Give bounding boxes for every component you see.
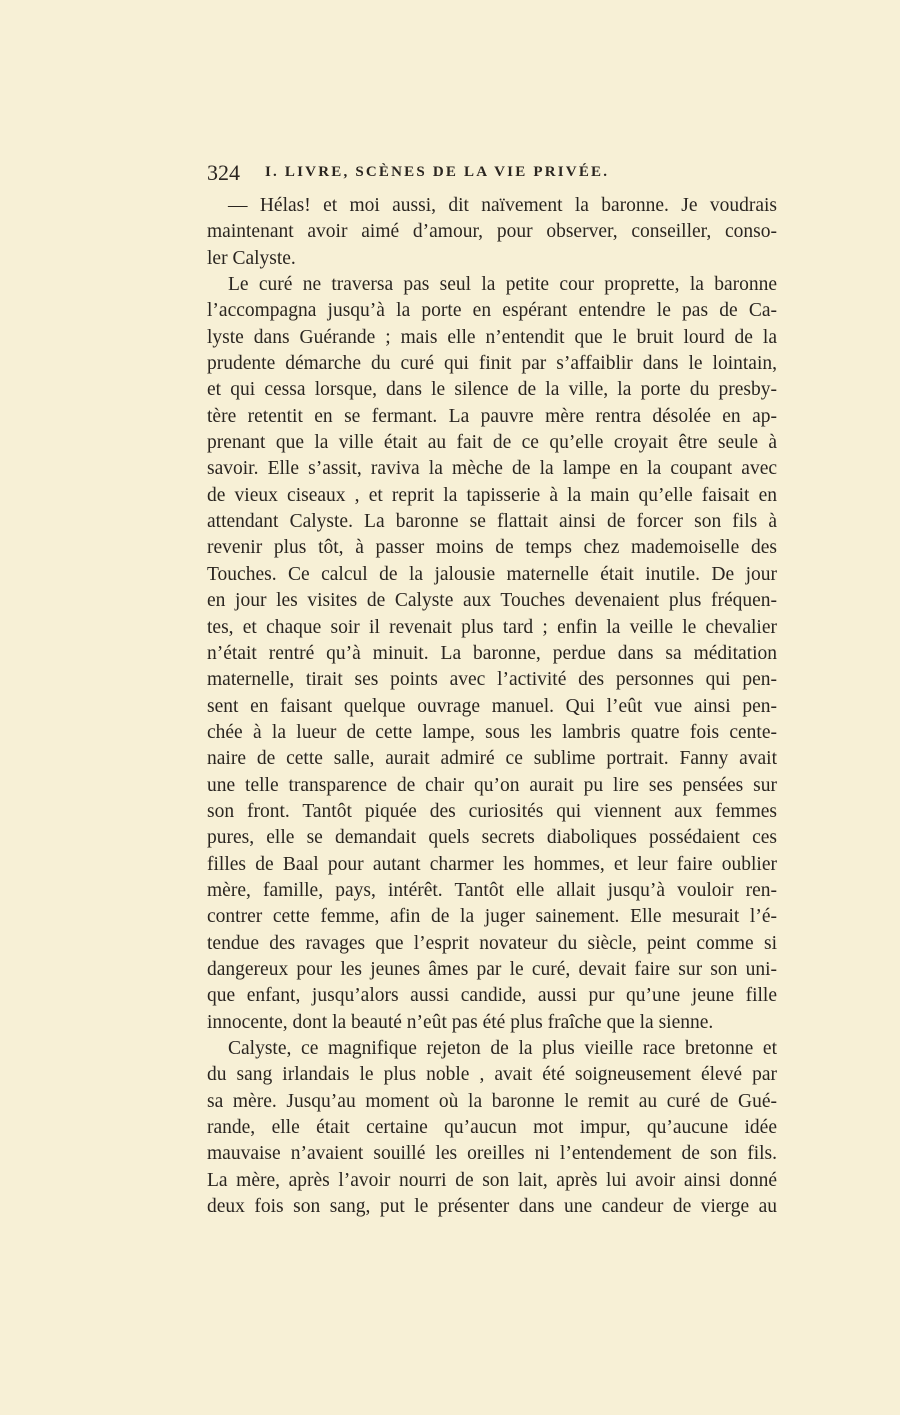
text-line: n’était rentré qu’à minuit. La baronne, perdue dans sa méditation: [207, 642, 777, 664]
text-line: filles de Baal pour autant charmer les hommes, et leur faire oublier: [207, 853, 777, 875]
text-line: — Hélas! et moi aussi, dit naïvement la baronne. Je voudrais: [228, 195, 777, 216]
text-line: rande, elle était certaine qu’aucun mot impur, qu’aucune idée: [207, 1117, 777, 1139]
text-line: prudente démarche du curé qui finit par s’affaiblir dans le lointain,: [207, 353, 777, 375]
running-title: I. LIVRE, SCÈNES DE LA VIE PRIVÉE.: [265, 164, 610, 180]
text-line: en jour les visites de Calyste aux Touches devenaient plus fréquen-: [207, 590, 777, 612]
text-line: La mère, après l’avoir nourri de son lait, après lui avoir ainsi donné: [207, 1169, 777, 1191]
running-header: [207, 160, 777, 190]
text-line: une telle transparence de chair qu’on aurait pu lire ses pensées sur: [207, 774, 777, 796]
text-line: tendue des ravages que l’esprit novateur du siècle, peint comme si: [207, 932, 777, 954]
text-line: lyste dans Guérande ; mais elle n’entendit que le bruit lourd de la: [207, 326, 777, 348]
page-body-text: [207, 193, 777, 1220]
text-line: et qui cessa lorsque, dans le silence de la ville, la porte du presby-: [207, 379, 777, 401]
text-line: Touches. Ce calcul de la jalousie maternelle était inutile. De jour: [207, 563, 777, 585]
text-line: attendant Calyste. La baronne se flattait ainsi de forcer son fils à: [207, 511, 777, 533]
text-line: deux fois son sang, put le présenter dans une candeur de vierge au: [207, 1196, 777, 1218]
text-line: sa mère. Jusqu’au moment où la baronne le remit au curé de Gué-: [207, 1090, 777, 1112]
text-line: de vieux ciseaux , et reprit la tapisserie à la main qu’elle faisait en: [207, 484, 777, 506]
text-line: naire de cette salle, aurait admiré ce sublime portrait. Fanny avait: [207, 748, 777, 770]
text-line: chée à la lueur de cette lampe, sous les lambris quatre fois cente-: [207, 721, 777, 743]
text-line: tes, et chaque soir il revenait plus tard ; enfin la veille le chevalier: [207, 616, 777, 638]
text-line: revenir plus tôt, à passer moins de temps chez mademoiselle des: [207, 537, 777, 559]
text-line: innocente, dont la beauté n’eût pas été plus fraîche que la sienne.: [207, 1011, 714, 1033]
text-line: son front. Tantôt piquée des curiosités qui viennent aux femmes: [207, 800, 777, 822]
text-line: mauvaise n’avaient souillé les oreilles ni l’entendement de son fils.: [207, 1143, 777, 1165]
text-line: Le curé ne traversa pas seul la petite cour proprette, la baronne: [228, 274, 777, 296]
text-line: tère retentit en se fermant. La pauvre mère rentra désolée en ap-: [207, 405, 777, 427]
text-line: pures, elle se demandait quels secrets diaboliques possédaient ces: [207, 827, 777, 849]
text-line: ler Calyste.: [207, 247, 296, 269]
text-line: sent en faisant quelque ouvrage manuel. Qui l’eût vue ainsi pen-: [207, 695, 777, 717]
text-line: prenant que la ville était au fait de ce qu’elle croyait être seule à: [207, 432, 777, 454]
text-line: que enfant, jusqu’alors aussi candide, aussi pur qu’une jeune fille: [207, 985, 777, 1007]
text-line: maternelle, tirait ses points avec l’activité des personnes qui pen-: [207, 669, 777, 691]
text-line: dangereux pour les jeunes âmes par le curé, devait faire sur son uni-: [207, 958, 777, 980]
text-line: du sang irlandais le plus noble , avait été soigneusement élevé par: [207, 1064, 777, 1086]
text-line: contrer cette femme, afin de la juger sainement. Elle mesurait l’é-: [207, 906, 777, 928]
page-number: 324: [207, 160, 240, 185]
text-line: savoir. Elle s’assit, raviva la mèche de la lampe en la coupant avec: [207, 458, 777, 480]
text-line: mère, famille, pays, intérêt. Tantôt elle allait jusqu’à vouloir ren-: [207, 879, 777, 901]
text-line: l’accompagna jusqu’à la porte en espérant entendre le pas de Ca-: [207, 300, 777, 322]
text-line: maintenant avoir aimé d’amour, pour observer, conseiller, conso-: [207, 221, 777, 243]
text-line: Calyste, ce magnifique rejeton de la plus vieille race bretonne et: [228, 1038, 777, 1059]
